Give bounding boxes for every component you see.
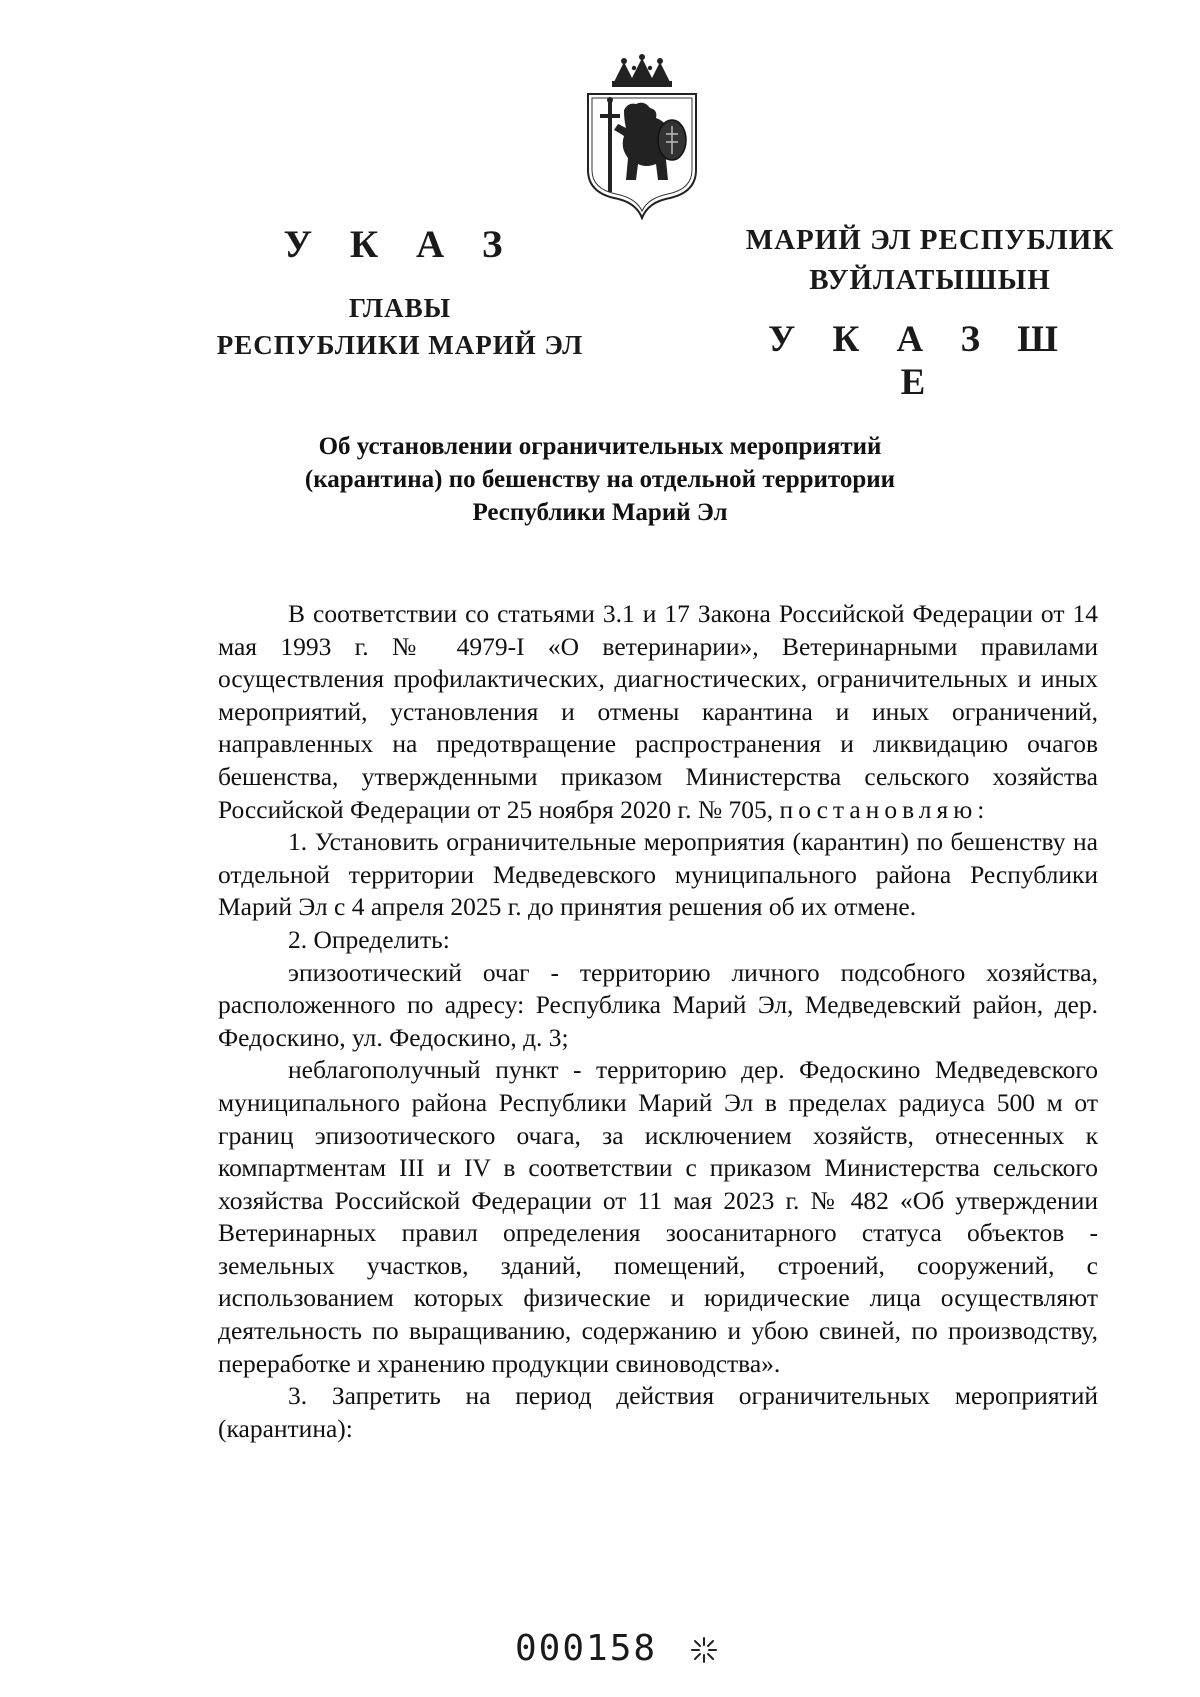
title-line-1: Об установлении ограничительных мероприятий (318, 433, 882, 460)
issuer-mari-line-1: МАРИЙ ЭЛ РЕСПУБЛИК (745, 224, 1115, 256)
item-3: 3. Запретить на период действия ограничительных мероприятий (карантина): (218, 1381, 1098, 1443)
coat-of-arms-icon (584, 52, 700, 220)
decree-word: постановляю: (779, 794, 990, 824)
item-2: 2. Определить: (288, 924, 450, 954)
preamble-text: В соответствии со статьями 3.1 и 17 Закона Российской Федерации от 14 мая 1993 г. № 4979-I «О ветеринарии», Ветеринарными правилами осуществления профилактических, диагностических, ограничительных и иных мероприятий, установления и отмены карантина и иных ограничений, направленных на предотвращение распространения и ликвидацию очагов бешенства, утвержденными приказом Министерства сельского хозяйства Российской Федерации от 25 ноября 2020 г. № 705, (218, 599, 1098, 824)
document-title (180, 430, 1020, 529)
document-body (218, 598, 1098, 1445)
decree-issuer-ru (170, 290, 630, 364)
item-2-a: эпизоотический очаг - территорию личного подсобного хозяйства, расположенного по адресу: Республика Марий Эл, Медведевский район, дер. Федоскино, ул. Федоскино, д. 3; (218, 957, 1098, 1052)
decree-title-ru: У К А З (283, 223, 517, 266)
item-2-b: неблагополучный пункт - территорию дер. Федоскино Медведевского муниципального района Республики Марий Эл в пределах радиуса 500 м от границ эпизоотического очага, за исключением хозяйств, отнесенных к компартментам III и IV в соответствии с приказом Министерства сельского хозяйства Российской Федерации от 11 мая 2023 г. № 482 «Об утверждении Ветеринарных правил определения зоосанитарного статуса объектов - земельных участков, зданий, помещений, строений, сооружений, с использованием которых физические и юридические лица осуществляют деятельность по выращиванию, содержанию и убою свиней, по производству, переработке и хранению продукции свиноводства». (218, 1055, 1098, 1378)
snowflake-mark-icon (690, 1636, 718, 1664)
issuer-mari-line-2: ВУЙЛАТЫШЫН (809, 264, 1051, 296)
preamble-paragraph (218, 598, 1098, 826)
serial-number: 000158 (515, 1628, 658, 1669)
title-line-2: (карантина) по бешенству на отдельной территории (304, 466, 896, 493)
decree-title-mari: У К А З Ш Е (768, 319, 1072, 403)
decree-issuer-mari (710, 220, 1150, 300)
issuer-line-2: РЕСПУБЛИКИ МАРИЙ ЭЛ (216, 330, 584, 360)
issuer-line-1: ГЛАВЫ (348, 293, 452, 323)
title-line-3: Республики Марий Эл (472, 499, 728, 526)
item-1: 1. Установить ограничительные мероприятия (карантин) по бешенству на отдельной территории Медведевского муниципального района Республики Марий Эл с 4 апреля 2025 г. до принятия решения об их отмене. (218, 827, 1098, 922)
